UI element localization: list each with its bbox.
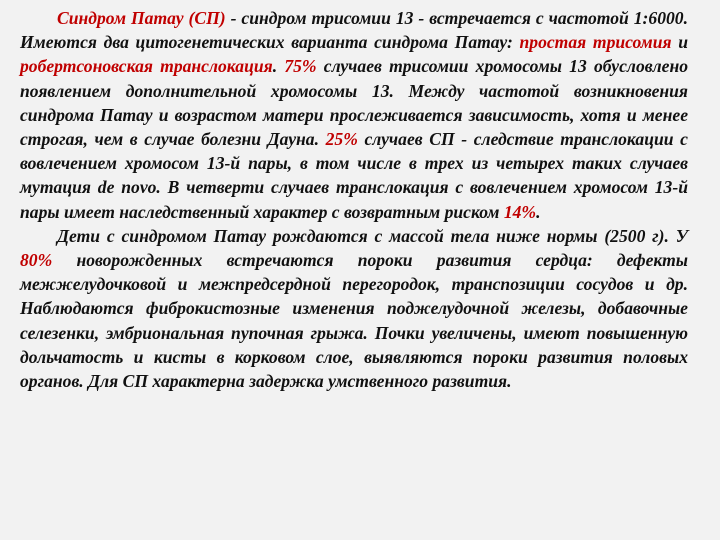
term-robertsonian-translocation: робертсоновская транслокация <box>20 56 273 77</box>
paragraph-1 <box>20 6 688 224</box>
stat-14-percent: 14% <box>503 201 537 222</box>
text-span: новорожденных встречаются пороки развития сердца: дефекты межжелудочковой и межпредсердной перегородок, транспозиции сосудов и др. Наблюдаются фиброкистозные изменения поджелудочной железы, добавочные селезенки, эмбриональная пупочная грыжа. Почки увеличены, имеют повышенную дольчатость и кисты в корковом слое, выявляются пороки развития половых органов. Для СП характерна задержка умственного развития. <box>20 250 688 392</box>
term-patau-syndrome: Синдром Патау (СП) <box>57 8 226 28</box>
stat-75-percent: 75% <box>284 56 317 77</box>
paragraph-2 <box>20 224 688 393</box>
stat-80-percent: 80% <box>20 250 53 271</box>
text-span: - синдром трисомии 13 - встречается с частотой 1:6000. Имеются два цитогенетических варианта синдрома Патау: <box>20 8 689 53</box>
text-span: и <box>671 32 689 53</box>
stat-25-percent: 25% <box>325 129 358 150</box>
slide-text <box>20 6 688 393</box>
text-span: . <box>272 56 285 77</box>
text-span: . <box>536 201 541 222</box>
term-simple-trisomy: простая трисомия <box>519 32 672 53</box>
text-span: случаев трисомии хромосомы 13 обусловлено появлением дополнительной хромосомы 13. Между частотой возникновения синдрома Патау и возрастом матери прослеживается зависимость, хотя и менее строгая, чем в случае болезни Дауна. <box>20 56 689 150</box>
text-span: Дети с синдромом Патау рождаются с массой тела ниже нормы (2500 г). У <box>57 225 688 246</box>
text-span: случаев СП - следствие транслокации с вовлечением хромосом 13-й пары, в том числе в трех из четырех таких случаев мутация de novo. В четверти случаев транслокация с вовлечением хромосом 13-й пары имеет наследственный характер с возвратным риском <box>20 129 688 222</box>
